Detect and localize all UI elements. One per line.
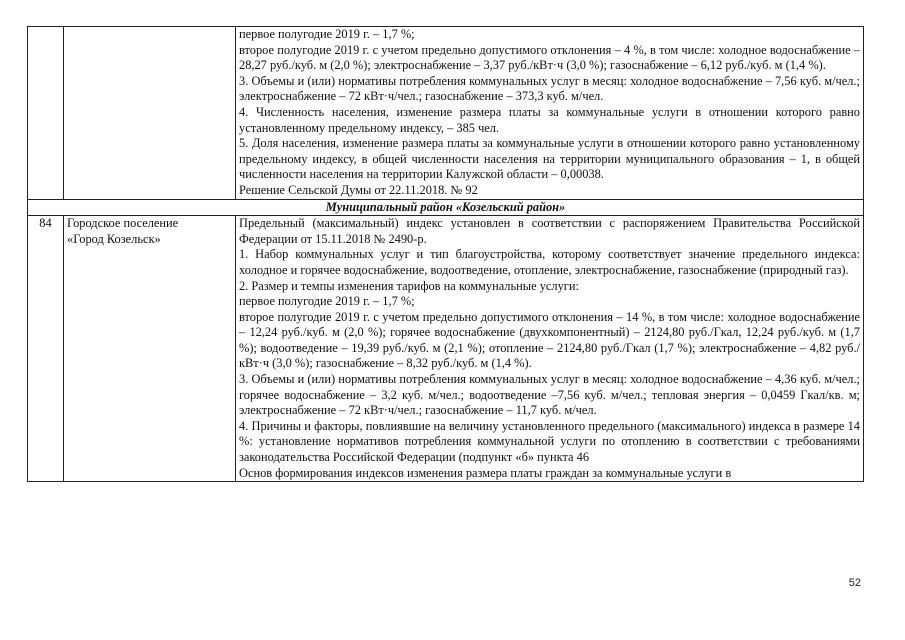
paragraph: Предельный (максимальный) индекс установлен в соответствии с распоряжением Правительства Российской Федерации от 15.11.2018 № 2490-р. bbox=[239, 216, 860, 246]
paragraph: 4. Численность населения, изменение размера платы за коммунальные услуги в отношении которого равно установленному предельному индексу, – 385 чел. bbox=[239, 104, 860, 135]
paragraph: 5. Доля населения, изменение размера платы за коммунальные услуги в отношении которого равно установленному предельному индексу, в общей численности населения на территории муниципального образования – 1, в общей численности населения на территории Калужской области – 0,00038. bbox=[239, 136, 860, 182]
paragraph: 4. Причины и факторы, повлиявшие на величину установленного предельного (максимального) индекса в размере 14 %: установление нормативов потребления коммунальной услуги по отоплению в соответствии с требованиями законодательства Российской Федерации (подпункт «б» пункта 46 bbox=[239, 418, 860, 465]
description-cell bbox=[236, 27, 864, 200]
paragraph: Основ формирования индексов изменения размера платы граждан за коммунальные услуги в bbox=[239, 465, 732, 480]
paragraph: 3. Объемы и (или) нормативы потребления коммунальных услуг в месяц: холодное водоснабжение – 7,56 куб. м/чел.; электроснабжение – 72 кВт·ч/чел.; газоснабжение – 373,3 куб. м/чел. bbox=[239, 73, 860, 104]
paragraph: 1. Набор коммунальных услуг и тип благоустройства, которому соответствует значение предельного индекса: холодное и горячее водоснабжение, водоотведение, отопление, электроснабжение, газоснабжение (природный газ). bbox=[239, 247, 860, 277]
paragraph: первое полугодие 2019 г. – 1,7 %; bbox=[239, 27, 415, 41]
paragraph: второе полугодие 2019 г. с учетом предельно допустимого отклонения – 14 %, в том числе: холодное водоснабжение – 12,24 руб./куб. м (2,0 %); горячее водоснабжение (двухкомпонентный) – 2124,80 руб./Гкал, 12,24 руб./куб. м (1,7 %); водоотведение – 19,39 руб./куб. м (2,1 %); отопление – 2124,80 руб./Гкал (1,7 %); электроснабжение – 4,82 руб./кВт·ч (3,0 %); газоснабжение – 8,32 руб./куб. м (1,4 %). bbox=[239, 309, 860, 371]
tariff-table bbox=[27, 26, 864, 482]
row-number-cell: 84 bbox=[28, 216, 64, 482]
page-number: 52 bbox=[848, 577, 861, 589]
settlement-name-cell bbox=[64, 216, 236, 482]
section-title: Муниципальный район «Козельский район» bbox=[28, 199, 864, 216]
table-row bbox=[28, 216, 864, 482]
paragraph: Решение Сельской Думы от 22.11.2018. № 92 bbox=[239, 182, 478, 197]
section-row bbox=[28, 199, 864, 216]
settlement-name-line: Городское поселение bbox=[67, 216, 179, 231]
paragraph: 3. Объемы и (или) нормативы потребления коммунальных услуг в месяц: холодное водоснабжение – 4,36 куб. м/чел.; горячее водоснабжение – 3,2 куб. м/чел.; водоотведение –7,56 куб. м/чел.; тепловая энергия – 0,0459 Гкал/кв. м; электроснабжение – 72 кВт·ч/чел.; газоснабжение – 11,7 куб. м/чел. bbox=[239, 372, 860, 418]
paragraph: 2. Размер и темпы изменения тарифов на коммунальные услуги: bbox=[239, 278, 579, 293]
paragraph: первое полугодие 2019 г. – 1,7 %; bbox=[239, 294, 415, 309]
settlement-name-cell bbox=[64, 27, 236, 200]
settlement-name-line: «Город Козельск» bbox=[67, 231, 161, 246]
paragraph: второе полугодие 2019 г. с учетом предельно допустимого отклонения – 4 %, в том числе: холодное водоснабжение – 28,27 руб./куб. м (2,0 %); электроснабжение – 3,37 руб./кВт·ч (3,0 %); газоснабжение – 6,12 руб./куб. м (1,4 %). bbox=[239, 42, 860, 73]
row-number-cell bbox=[28, 27, 64, 200]
description-cell bbox=[236, 216, 864, 482]
table-row bbox=[28, 27, 864, 200]
